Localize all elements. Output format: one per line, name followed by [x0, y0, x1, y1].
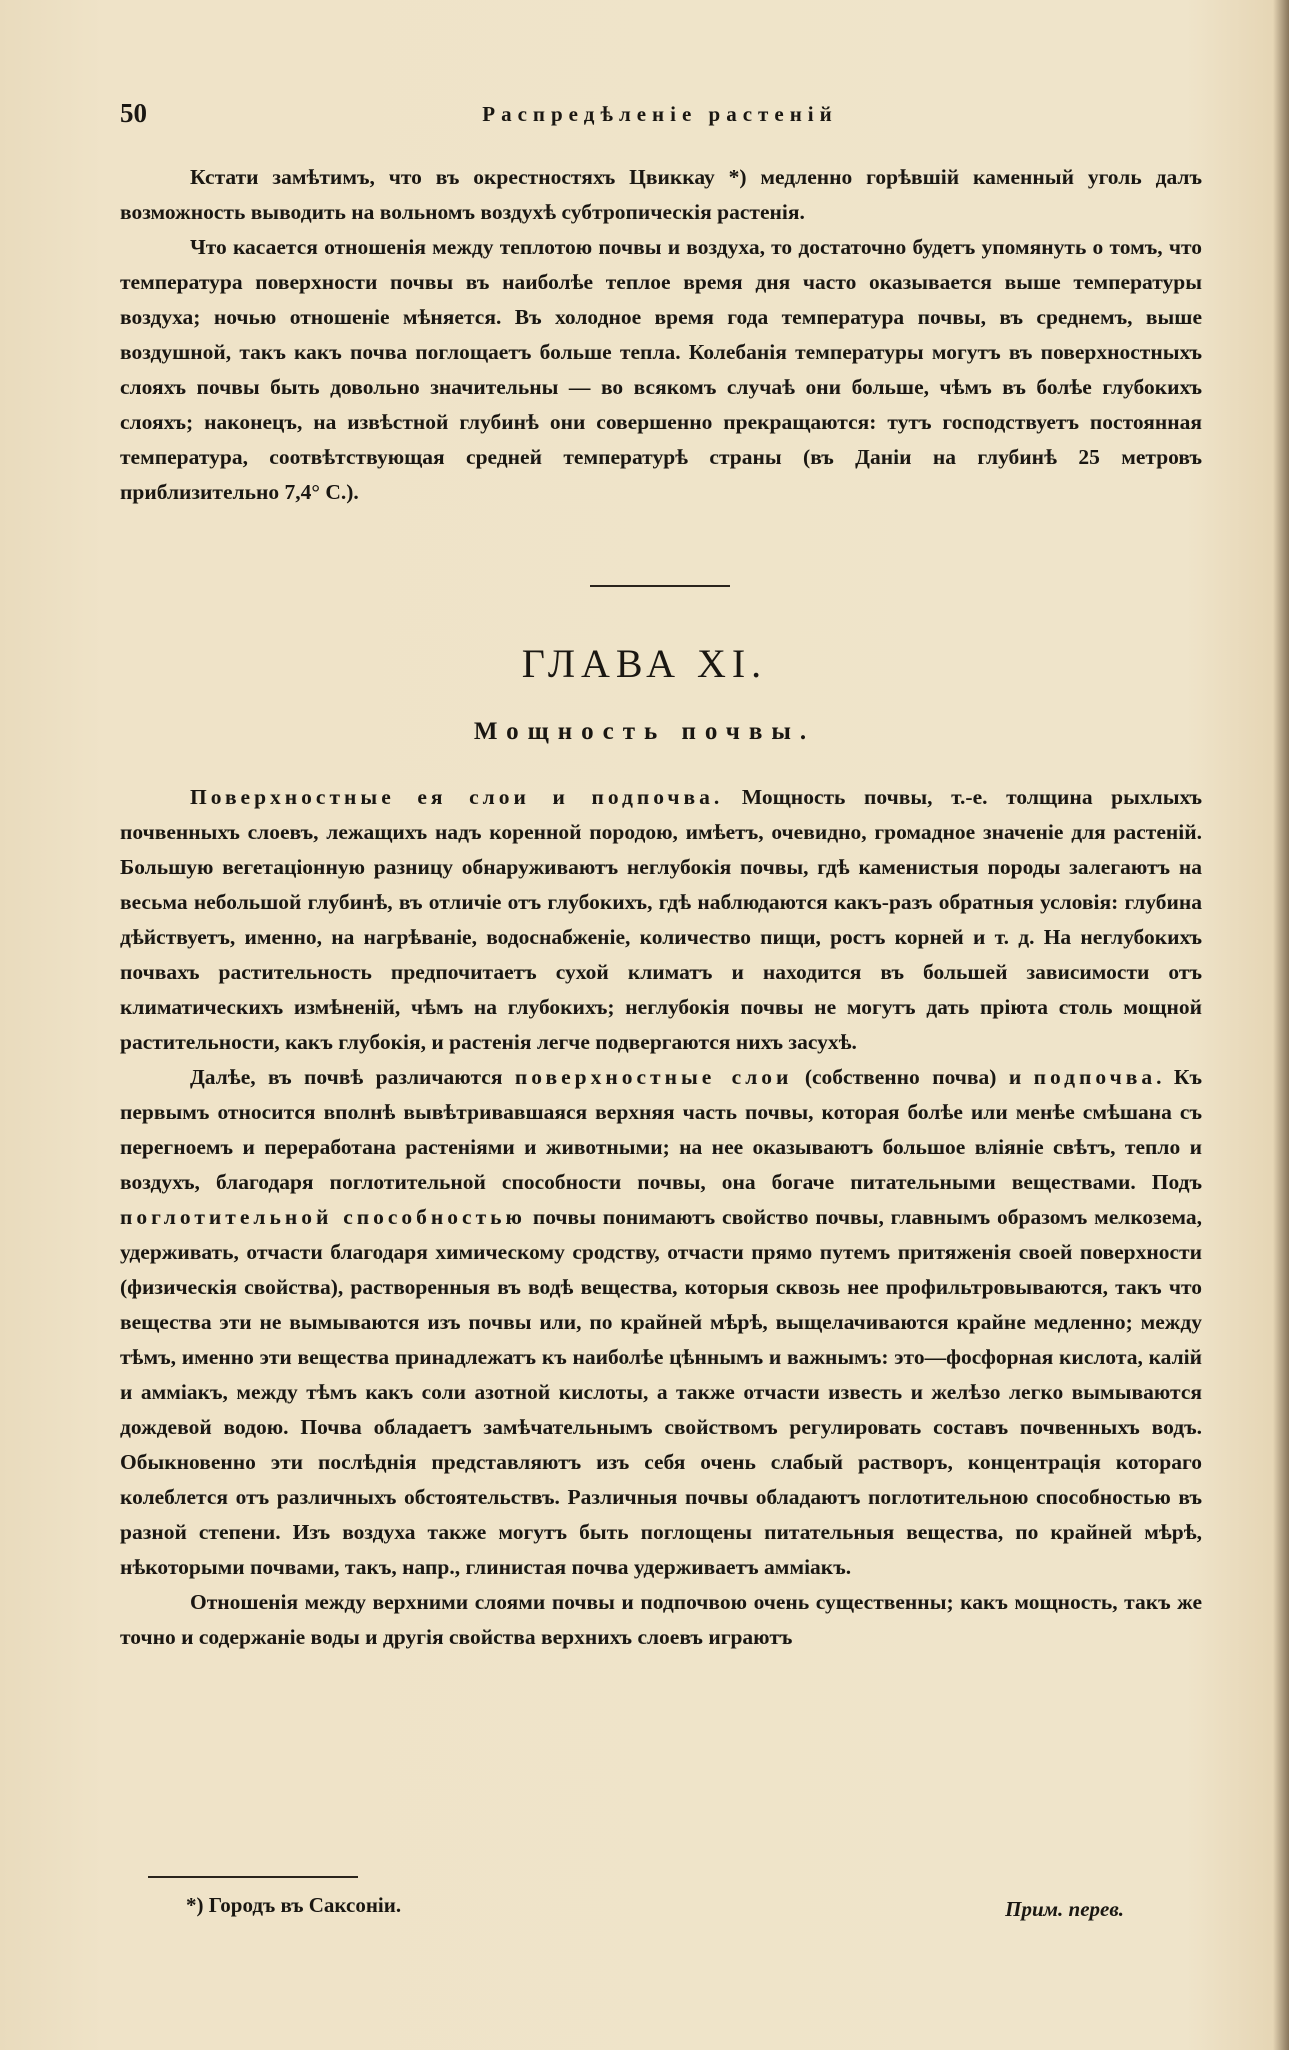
- paragraph-lead: Поверхностные ея слои и подпочва.: [190, 785, 724, 809]
- page-edge-shadow: [1273, 0, 1289, 2050]
- translator-note: Прим. перев.: [1005, 1897, 1124, 1921]
- chapter-title: ГЛАВА XI.: [521, 641, 768, 686]
- body-paragraph-3: Отношенія между верхними слоями почвы и подпочвою очень существенны; какъ мощность, такъ же точно и содержаніе воды и другія свойства верхнихъ слоевъ играютъ: [120, 1590, 1202, 1649]
- chapter-body: [120, 780, 1202, 1655]
- footnote: *) Городъ въ Саксоніи.: [186, 1893, 402, 1917]
- term-surface-layers: поверхностные слои: [514, 1065, 793, 1089]
- page-header: [120, 98, 1200, 138]
- term-absorptive-capacity: поглотительной способностью: [120, 1205, 526, 1229]
- paragraph-text: почвы понимаютъ свойство почвы, главнымъ образомъ мелкозема, удерживать, отчасти благодаря химическому сродству, отчасти прямо путемъ притяженія своей поверхности (физическія свойства), растворенныя въ водѣ вещества, которыя сквозь нее профильтровываются, такъ что вещества эти не вымываются изъ почвы или, по крайней мѣрѣ, выщелачиваются крайне медленно; между тѣмъ, именно эти вещества принадлежатъ къ наиболѣе цѣннымъ и важнымъ: это—фосфорная кислота, калій и амміакъ, между тѣмъ какъ соли азотной кислоты, а также отчасти известь и желѣзо легко вымываются дождевой водою. Почва обладаетъ замѣчательнымъ свойствомъ регулировать составъ почвенныхъ водъ. Обыкновенно эти послѣднія представляютъ изъ себя очень слабый растворъ, концентрація котораго колеблется отъ различныхъ обстоятельствъ. Различныя почвы обладаютъ поглотительною способностью въ разной степени. Изъ воздуха также могутъ быть поглощены питательныя вещества, по крайней мѣрѣ, нѣкоторыми почвами, такъ, напр., глинистая почва удерживаетъ амміакъ.: [120, 1205, 1202, 1579]
- page-number: 50: [120, 98, 147, 128]
- intro-text: [120, 160, 1202, 510]
- section-title: Мощность почвы.: [473, 718, 816, 745]
- intro-paragraph-2: Что касается отношенія между теплотою почвы и воздуха, то достаточно будетъ упомянуть о томъ, что температура поверхности почвы въ наиболѣе теплое время дня часто оказывается выше температуры воздуха; ночью отношеніе мѣняется. Въ холодное время года температура почвы, въ среднемъ, выше воздушной, такъ какъ почва поглощаетъ больше тепла. Колебанія температуры могутъ въ поверхностныхъ слояхъ почвы быть довольно значительны — во всякомъ случаѣ они больше, чѣмъ въ болѣе глубокихъ слояхъ; наконецъ, на извѣстной глубинѣ они совершенно прекращаются: тутъ господствуетъ постоянная температура, соотвѣтствующая средней температурѣ страны (въ Даніи на глубинѣ 25 метровъ приблизительно 7,4° С.).: [120, 235, 1202, 504]
- body-paragraph-1: [120, 780, 1202, 1060]
- paragraph-text: Мощность почвы, т.-е. толщина рыхлыхъ почвенныхъ слоевъ, лежащихъ надъ коренной породою, имѣетъ, очевидно, громадное значеніе для растеній. Большую вегетаціонную разницу обнаруживаютъ неглубокія почвы, гдѣ каменистыя породы залегаютъ на весьма небольшой глубинѣ, въ отличіе отъ глубокихъ, гдѣ наблюдаются какъ-разъ обратныя условія: глубина дѣйствуетъ, именно, на нагрѣваніе, водоснабженіе, количество пищи, ростъ корней и т. д. На неглубокихъ почвахъ растительность предпочитаетъ сухой климатъ и находится въ большей зависимости отъ климатическихъ измѣненій, чѣмъ на глубокихъ; неглубокія почвы не могутъ дать пріюта столь мощной растительности, какъ глубокія, и растенія легче подвергаются нихъ засухѣ.: [120, 785, 1202, 1054]
- paragraph-text: Далѣе, въ почвѣ различаются: [190, 1065, 515, 1089]
- term-subsoil: подпочва: [1033, 1065, 1157, 1089]
- footnote-divider: [148, 1876, 358, 1878]
- paragraph-text: (собственно почва) и: [792, 1065, 1034, 1089]
- paragraph-text: . Къ первымъ относится вполнѣ вывѣтривавшаяся верхняя часть почвы, которая болѣе или менѣе смѣшана съ перегноемъ и переработана растеніями и животными; на нее оказываютъ большое вліяніе свѣтъ, тепло и воздухъ, благодаря поглотительной способности почвы, она богаче питательными веществами. Подъ: [120, 1065, 1202, 1194]
- running-title: Распредѣленіе растеній: [482, 102, 838, 126]
- body-paragraph-2: [120, 1060, 1202, 1585]
- intro-paragraph-1: Кстати замѣтимъ, что въ окрестностяхъ Цвиккау *) медленно горѣвшій каменный уголь далъ возможность выводить на вольномъ воздухѣ субтропическія растенія.: [120, 165, 1202, 224]
- section-divider: [590, 585, 730, 587]
